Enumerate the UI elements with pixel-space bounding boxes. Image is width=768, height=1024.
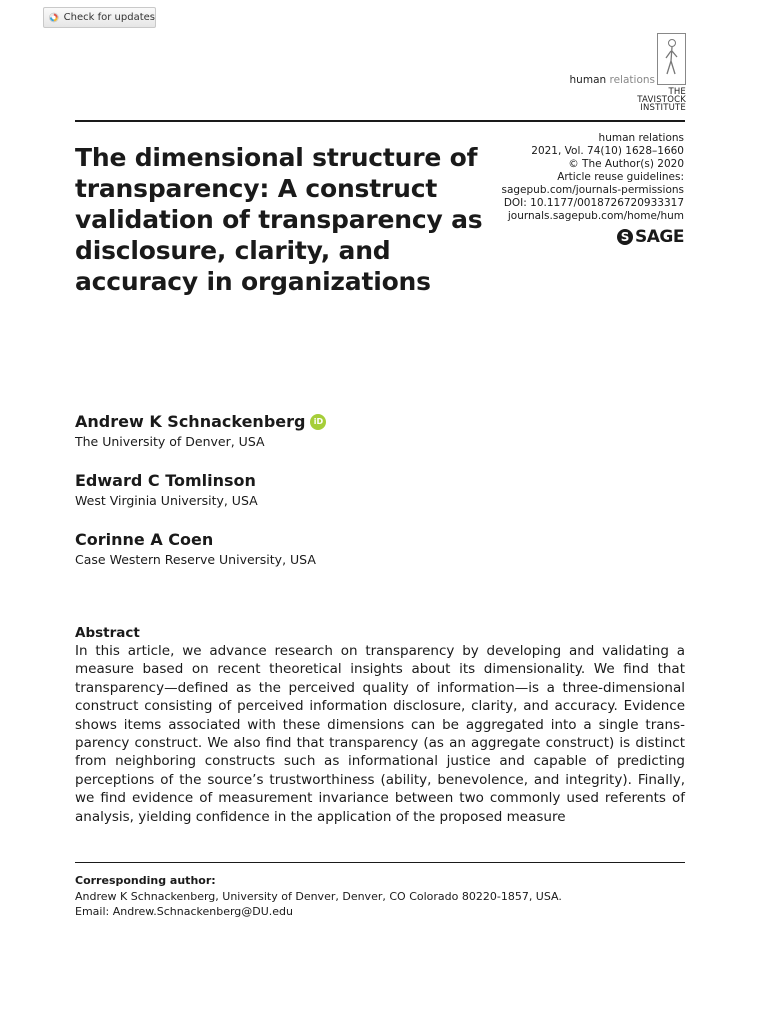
meta-journal: human relations [598,132,684,144]
footnote-rule [75,862,685,863]
check-for-updates-label: Check for updates [63,12,155,23]
corresponding-address: Andrew K Schnackenberg, University of Denver, Denver, CO Colorado 80220-1857, USA. [75,889,562,903]
meta-doi[interactable]: DOI: 10.1177/0018726720933317 [503,197,684,209]
author-name[interactable]: Corinne A Coen [75,530,214,549]
check-for-updates-button[interactable] [43,7,156,28]
meta-copyright: © The Author(s) 2020 [568,158,684,170]
corresponding-email[interactable]: Email: Andrew.Schnackenberg@DU.edu [75,905,294,918]
sage-s-icon: S [617,229,633,245]
article-title: The dimensional structure of transparency: A construct validation of transparency as disclosure, clarity, and accuracy in organizations [75,143,483,296]
crossmark-icon [49,10,59,25]
human-figure-icon [657,33,686,85]
author-affiliation: The University of Denver, USA [75,434,265,449]
orcid-icon[interactable]: iD [310,414,326,430]
sage-wordmark: SAGE [635,227,684,247]
meta-reuse-link[interactable]: sagepub.com/journals-permissions [501,184,684,196]
abstract-heading: Abstract [75,625,140,641]
header-rule [75,120,685,122]
corresponding-author [75,873,685,920]
author-affiliation: West Virginia University, USA [75,493,258,508]
author-block [75,471,258,509]
abstract-text: In this article, we advance research on transparency by developing and validating a measure based on recent theoretical insights about its dimensionality. We find that transparency—defined as the perceived quality of information—is a three-dimensional construct consisting of perceived information disclosure, clarity, and accuracy. Evidence shows items associated with these dimensions can be aggregated into a single trans-parency construct. We also find that transparency (as an aggregate construct) is distinct from neighboring constructs such as informational justice and capable of predicting perceptions of the source’s trustworthiness (ability, benevolence, and integrity). Finally, we find evidence of measurement invariance between two commonly used referents of analysis, yielding confidence in the application of the proposed measure [75,643,685,825]
corresponding-heading: Corresponding author: [75,874,216,887]
journal-wordmark: human relations [569,74,655,86]
meta-reuse-label: Article reuse guidelines: [557,171,684,183]
author-name[interactable]: Edward C Tomlinson [75,471,256,490]
author-block [75,412,326,450]
tavistock-logo: THE TAVISTOCK INSTITUTE [637,87,686,113]
author-block [75,530,316,568]
sage-logo [617,227,684,247]
article-meta [464,132,684,223]
meta-home-link[interactable]: journals.sagepub.com/home/hum [507,210,684,222]
author-affiliation: Case Western Reserve University, USA [75,552,316,567]
meta-volume: 2021, Vol. 74(10) 1628–1660 [531,145,684,157]
author-name[interactable]: Andrew K Schnackenberg iD [75,412,326,432]
